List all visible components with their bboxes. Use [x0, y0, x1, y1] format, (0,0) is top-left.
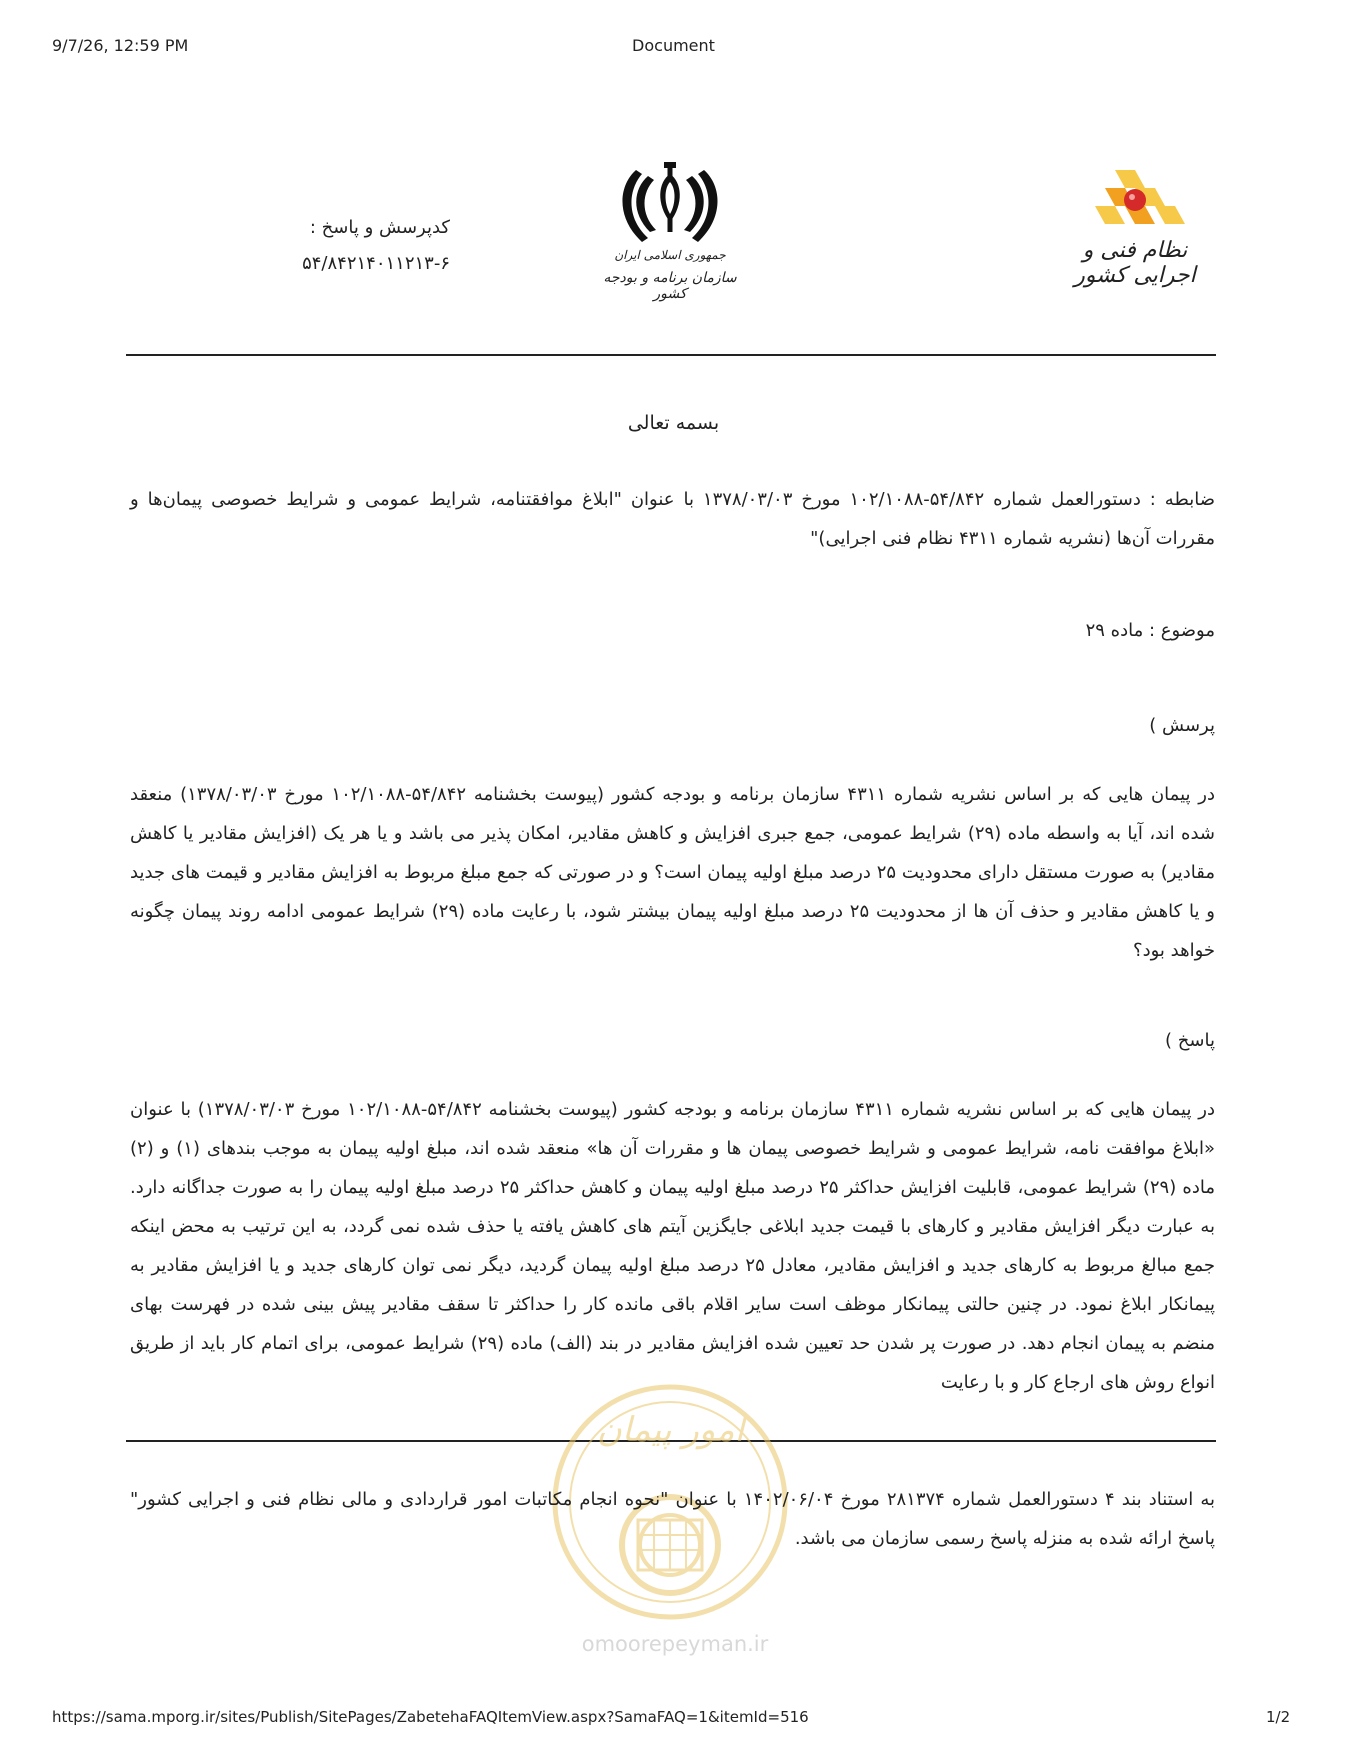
- print-page-number: 1/2: [1266, 1708, 1291, 1726]
- faq-code: [200, 210, 450, 282]
- print-doc-title: Document: [632, 36, 715, 55]
- emblem-icon: [600, 160, 740, 250]
- technical-system-logo: [1055, 160, 1215, 300]
- print-footer-url: https://sama.mporg.ir/sites/Publish/SitePages/ZabetehaFAQItemView.aspx?SamaFAQ=1&itemId=516: [52, 1708, 809, 1726]
- answer-paragraph: در پیمان هایی که بر اساس نشریه شماره ۴۳۱۱ سازمان برنامه و بودجه کشور (پیوست بخشنامه ۵۴/۸۴۲-۱۰۲/۱۰۸۸ مورخ ۱۳۷۸/۰۳/۰۳) با عنوان «ابلاغ موافقت نامه، شرایط عمومی و شرایط خصوصی پیمان ها و مقررات آن ها» منعقد شده اند، مبلغ اولیه پیمان به موجب بندهای (۱) و (۲) ماده (۲۹) شرایط عمومی، قابلیت افزایش حداکثر ۲۵ درصد مبلغ اولیه پیمان و کاهش حداکثر ۲۵ درصد مبلغ اولیه پیمان را به صورت جداگانه دارد. به عبارت دیگر افزایش مقادیر و کارهای با قیمت جدید ابلاغی جایگزین آیتم های کاهش یافته یا حذف شده نمی گردد، به این ترتیب به محض اینکه جمع مبالغ مربوط به کارهای جدید و افزایش مقادیر، معادل ۲۵ درصد مبلغ اولیه پیمان گردید، دیگر نمی توان کارهای جدید و یا افزایش مقادیر به پیمانکار ابلاغ نمود. در چنین حالتی پیمانکار موظف است سایر اقلام باقی مانده کار را حداکثر تا سقف مقادیر پیش بینی شده در فهرست بهای منضم به پیمان انجام دهد. در صورت پر شدن حد تعیین شده افزایش مقادیر در بند (الف) ماده (۲۹) شرایط عمومی، برای اتمام کار باید از طریق انواع روش های ارجاع کار و با رعایت: [130, 1099, 1215, 1393]
- question-label: پرسش ): [1149, 715, 1215, 736]
- faq-code-label: کدپرسش و پاسخ :: [309, 217, 450, 238]
- document-title: بسمه تعالی: [627, 412, 720, 434]
- header-divider: [126, 354, 1216, 356]
- watermark-site: omoorepeyman.ir: [581, 1632, 769, 1656]
- footnote-paragraph: به استناد بند ۴ دستورالعمل شماره ۲۸۱۳۷۴ مورخ ۱۴۰۲/۰۶/۰۴ با عنوان "نحوه انجام مکاتبات امور قراردادی و مالی نظام فنی و اجرایی کشور" پاسخ ارائه شده به منزله پاسخ رسمی سازمان می باشد.: [130, 1489, 1215, 1549]
- answer-label: پاسخ ): [1165, 1030, 1215, 1051]
- logo-caption: نظام فنی و اجرایی کشور: [1074, 238, 1196, 288]
- emblem-line2: سازمان برنامه و بودجه کشور: [603, 270, 737, 302]
- faq-code-value: ۵۴/۸۴۲۱۴۰۱۱۲۱۳-۶: [302, 253, 450, 274]
- emblem-line1: جمهوری اسلامی ایران: [614, 248, 726, 262]
- regulation-paragraph: ضابطه : دستورالعمل شماره ۵۴/۸۴۲-۱۰۲/۱۰۸۸ مورخ ۱۳۷۸/۰۳/۰۳ با عنوان "ابلاغ موافقتنامه، شرایط عمومی و شرایط خصوصی پیمان‌ها و مقررات آن‌ها (نشریه شماره ۴۳۱۱ نظام فنی اجرایی)": [130, 489, 1215, 549]
- watermark-text: امور پیمان: [596, 1410, 745, 1450]
- print-datetime: 9/7/26, 12:59 PM: [52, 36, 189, 55]
- iran-emblem: [600, 160, 740, 310]
- question-paragraph: در پیمان هایی که بر اساس نشریه شماره ۴۳۱۱ سازمان برنامه و بودجه کشور (پیوست بخشنامه ۵۴/۸۴۲-۱۰۲/۱۰۸۸ مورخ ۱۳۷۸/۰۳/۰۳) منعقد شده اند، آیا به واسطه ماده (۲۹) شرایط عمومی، جمع جبری افزایش و کاهش مقادیر، امکان پذیر می باشد و یا هر یک (افزایش مقادیر یا کاهش مقادیر) به صورت مستقل دارای محدودیت ۲۵ درصد مبلغ اولیه پیمان است؟ و در صورتی که جمع مبلغ مربوط به افزایش مقادیر و قیمت های جدید و یا کاهش مقادیر و حذف آن ها از محدودیت ۲۵ درصد مبلغ اولیه پیمان بیشتر شود، با رعایت ماده (۲۹) شرایط عمومی ادامه روند پیمان چگونه خواهد بود؟: [130, 784, 1215, 961]
- subject-line: موضوع : ماده ۲۹: [1085, 620, 1215, 641]
